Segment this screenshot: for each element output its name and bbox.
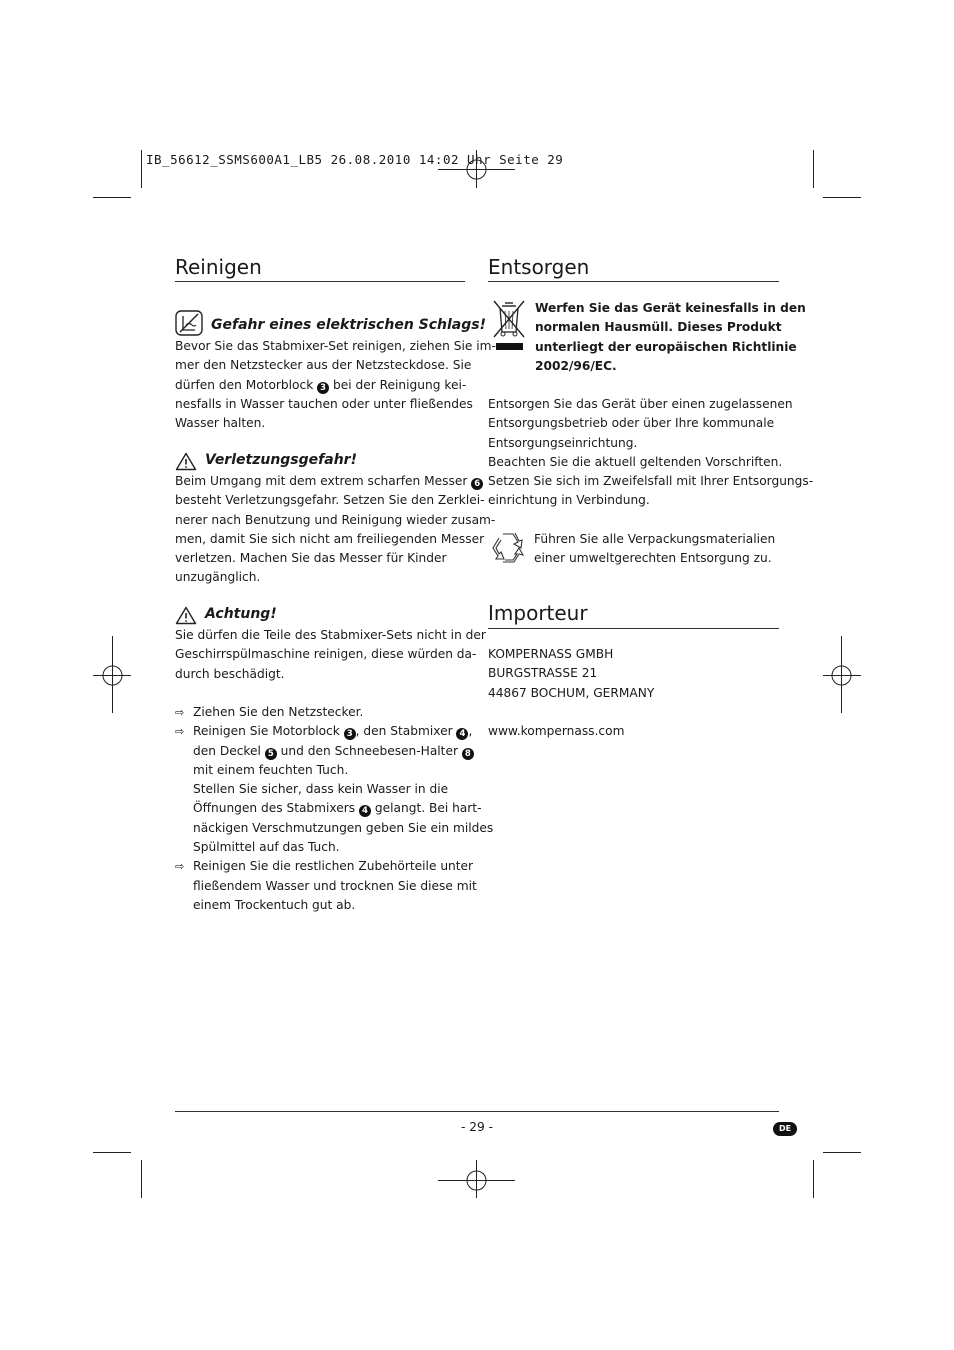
text-line: nesfalls in Wasser tauchen oder unter fließendes xyxy=(175,396,473,411)
text-line: durch beschädigt. xyxy=(175,666,285,681)
website-link[interactable]: www.kompernass.com xyxy=(488,724,625,738)
address-line: KOMPERNASS GMBH xyxy=(488,647,614,661)
part-number-badge: 3 xyxy=(317,382,329,394)
text-line: Bevor Sie das Stabmixer-Set reinigen, ziehen Sie im- xyxy=(175,339,496,353)
text-line: einem Trockentuch gut ab. xyxy=(193,897,356,912)
text-line: Sie dürfen die Teile des Stabmixer-Sets nicht in der xyxy=(175,628,486,642)
injury-heading: Verletzungsgefahr! xyxy=(205,452,357,468)
text-line: mit einem feuchten Tuch. xyxy=(193,762,349,777)
part-number-badge: 8 xyxy=(462,748,474,760)
text-line: einer umweltgerechten Entsorgung zu. xyxy=(534,551,772,566)
text-line xyxy=(175,472,481,491)
list-item xyxy=(175,722,494,857)
injury-text xyxy=(175,472,496,588)
part-number-badge: 3 xyxy=(344,728,356,740)
text-fragment: bei der Reinigung kei- xyxy=(329,377,467,392)
page-number: - 29 - xyxy=(460,1120,494,1134)
text-line: einrichtung in Verbindung. xyxy=(488,493,650,508)
part-number-badge: 4 xyxy=(359,805,371,817)
text-line: fließendem Wasser und trocknen Sie diese mit xyxy=(193,878,477,893)
text-line: 2002/96/EC. xyxy=(535,358,617,373)
text-line: unzugänglich. xyxy=(175,570,261,585)
text-line: näckigen Verschmutzungen geben Sie ein mildes xyxy=(193,820,494,835)
print-slug: IB_56612_SSMS600A1_LB5 26.08.2010 14:02 Uhr Seite 29 xyxy=(146,152,564,167)
list-item xyxy=(175,857,477,915)
weee-notice xyxy=(535,299,806,376)
text-line: Ziehen Sie den Netzstecker. xyxy=(193,705,364,719)
text-line: nerer nach Benutzung und Reinigung wieder zusam- xyxy=(175,512,496,527)
text-fragment: , den Stabmixer xyxy=(355,724,457,739)
text-line: men, damit Sie sich nicht am freiliegenden Messer xyxy=(175,531,485,546)
text-fragment: den Deckel xyxy=(193,743,265,758)
arrow-right-icon: ⇨ xyxy=(175,725,185,739)
text-line: Führen Sie alle Verpackungsmaterialien xyxy=(534,532,776,546)
text-line: normalen Hausmüll. Dieses Produkt xyxy=(535,320,782,335)
part-number-badge: 4 xyxy=(456,728,468,740)
text-line: Reinigen Sie die restlichen Zubehörteile unter xyxy=(193,859,474,874)
cleaning-steps xyxy=(175,703,494,915)
no-water-immersion-icon xyxy=(175,310,203,336)
text-line: mer den Netzstecker aus der Netzsteckdose. Sie xyxy=(175,358,472,373)
title-rule xyxy=(488,628,779,629)
text-line: Entsorgen Sie das Gerät über einen zugelassenen xyxy=(488,397,793,411)
arrow-right-icon: ⇨ xyxy=(175,860,185,874)
title-rule xyxy=(488,281,779,282)
warning-triangle-icon xyxy=(175,452,197,471)
recycle-icon xyxy=(489,530,527,567)
text-line xyxy=(193,742,470,761)
text-line: verletzen. Machen Sie das Messer für Kinder xyxy=(175,551,447,566)
disposal-text xyxy=(488,395,814,511)
section-title-importeur: Importeur xyxy=(488,601,588,625)
section-title-entsorgen: Entsorgen xyxy=(488,255,590,279)
warning-triangle-icon xyxy=(175,606,197,625)
caution-heading: Achtung! xyxy=(205,606,277,622)
part-number-badge: 6 xyxy=(471,478,483,490)
text-fragment: gelangt. Bei hart- xyxy=(371,801,482,816)
address-line: BURGSTRASSE 21 xyxy=(488,666,598,681)
section-title-reinigen: Reinigen xyxy=(175,255,262,279)
text-line: besteht Verletzungsgefahr. Setzen Sie den Zerklei- xyxy=(175,493,485,508)
caution-text xyxy=(175,626,486,684)
importer-address xyxy=(488,645,783,703)
text-line: Setzen Sie sich im Zweifelsfall mit Ihrer Entsorgungs- xyxy=(488,474,814,489)
language-badge: DE xyxy=(773,1122,797,1136)
text-line: Wasser halten. xyxy=(175,416,266,431)
part-number-badge: 5 xyxy=(265,748,277,760)
text-line xyxy=(175,376,470,395)
shock-text xyxy=(175,337,496,433)
text-line: Spülmittel auf das Tuch. xyxy=(193,840,340,855)
text-line: unterliegt der europäischen Richtlinie xyxy=(535,339,797,354)
text-fragment: Beim Umgang mit dem extrem scharfen Messer xyxy=(175,474,468,488)
text-fragment: Öffnungen des Stabmixers xyxy=(193,801,360,816)
text-line xyxy=(193,799,482,818)
shock-heading: Gefahr eines elektrischen Schlags! xyxy=(211,317,486,333)
text-line xyxy=(193,722,473,741)
arrow-right-icon: ⇨ xyxy=(175,706,185,719)
text-line: Geschirrspülmaschine reinigen, diese würden da- xyxy=(175,647,477,662)
title-rule xyxy=(175,281,465,282)
crossed-out-bin-icon xyxy=(491,299,527,351)
text-line: Beachten Sie die aktuell geltenden Vorschriften. xyxy=(488,454,783,469)
text-line: Werfen Sie das Gerät keinesfalls in den xyxy=(535,301,806,315)
text-line: Entsorgungsbetrieb oder über Ihre kommunale xyxy=(488,416,775,431)
text-fragment: und den Schneebesen-Halter xyxy=(276,743,462,758)
address-line: 44867 BOCHUM, GERMANY xyxy=(488,685,655,700)
text-fragment: , xyxy=(468,724,473,739)
recycle-text xyxy=(534,530,784,569)
text-fragment: dürfen den Motorblock xyxy=(175,377,314,392)
text-line: Entsorgungseinrichtung. xyxy=(488,435,638,450)
text-line: Stellen Sie sicher, dass kein Wasser in die xyxy=(193,782,449,797)
footer-rule xyxy=(175,1111,779,1112)
list-item xyxy=(175,703,470,722)
text-fragment: Reinigen Sie Motorblock xyxy=(193,724,344,739)
